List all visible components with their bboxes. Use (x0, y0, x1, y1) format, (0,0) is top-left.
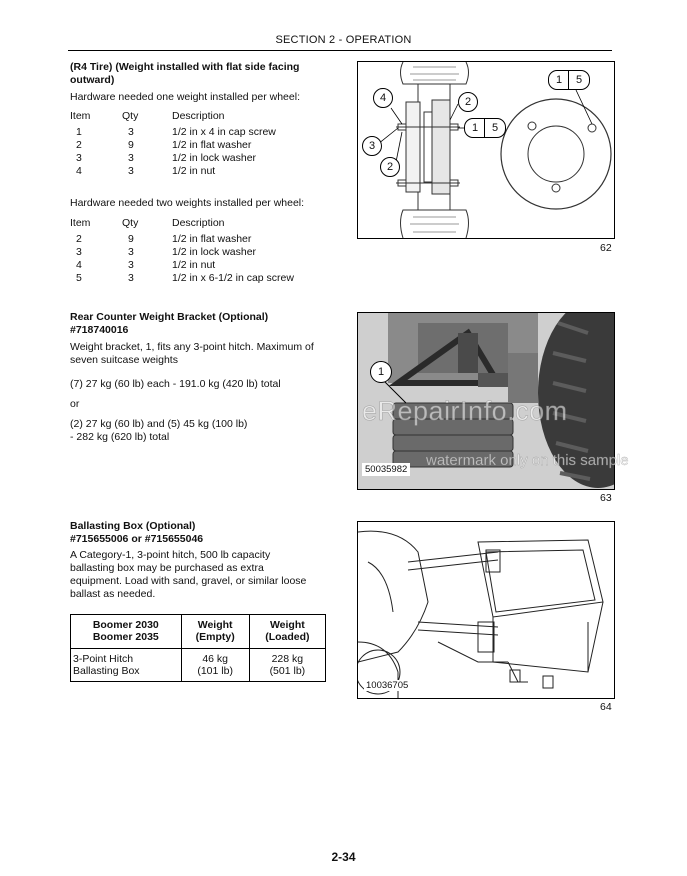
bracket-body-line1: Weight bracket, 1, fits any 3-point hitch. Maximum of (70, 341, 314, 353)
bracket-option2-line1: (2) 27 kg (60 lb) and (5) 45 kg (100 lb) (70, 418, 248, 430)
table-cell: 3 (76, 246, 82, 258)
table-cell: 3 (128, 259, 134, 271)
table-cell: 1 (76, 126, 82, 138)
table-cell: 1/2 in nut (172, 259, 216, 271)
table-cell: 4 (76, 259, 82, 271)
callout-4: 4 (373, 88, 393, 108)
table-cell: 1/2 in x 6-1/2 in cap screw (172, 272, 294, 284)
figure-62-wheel-weights (357, 61, 615, 239)
table-cell: 1/2 in x 4 in cap screw (172, 126, 276, 138)
table-cell: 3 (76, 152, 82, 164)
table-cell-empty-weight (181, 648, 249, 682)
col-item-header: Item (70, 110, 91, 122)
callout-label: 5 (492, 122, 499, 134)
watermark-sample-note: watermark only on this sample (426, 452, 629, 469)
table-cell-text: 46 kg (202, 652, 228, 665)
table-cell-text: Boomer 2030 (92, 619, 159, 632)
bracket-part-number: #718740016 (70, 324, 129, 336)
ballasting-box-illustration (358, 522, 614, 698)
r4-heading-line1: (R4 Tire) (Weight installed with flat side facing (70, 61, 300, 73)
table-cell: 1/2 in nut (172, 165, 216, 177)
table-cell: 1/2 in flat washer (172, 139, 252, 151)
ballast-weight-table (70, 614, 326, 682)
table-row (71, 648, 326, 682)
section-header: SECTION 2 - OPERATION (275, 34, 412, 46)
table-cell-text: 228 kg (271, 652, 304, 665)
callout-1-5-right (548, 70, 590, 90)
table-cell-text: Weight (269, 619, 305, 632)
table-cell-text: Ballasting Box (73, 664, 140, 677)
table-cell: 1/2 in lock washer (172, 152, 257, 164)
table-cell: 4 (76, 165, 82, 177)
ballast-body-line3: equipment. Load with sand, gravel, or similar loose (70, 575, 307, 587)
table-cell: 5 (76, 272, 82, 284)
table-cell-item (71, 648, 182, 682)
table-cell-text: (Empty) (195, 631, 235, 644)
callout-1: 1 (370, 361, 392, 383)
col-qty-header: Qty (122, 217, 139, 229)
r4-heading-line2: outward) (70, 74, 115, 86)
col-desc-header: Description (172, 217, 225, 229)
table-header-empty (181, 615, 249, 649)
table-header-loaded (249, 615, 325, 649)
col-desc-header: Description (172, 110, 225, 122)
callout-label: 1 (472, 122, 479, 134)
ballast-part-numbers: #715655006 or #715655046 (70, 533, 204, 545)
table-cell-text: (501 lb) (269, 664, 306, 677)
table-cell: 3 (128, 272, 134, 284)
col-item-header: Item (70, 217, 91, 229)
table-header-model (71, 615, 182, 649)
col-qty-header: Qty (122, 110, 139, 122)
ballast-body-line4: ballast as needed. (70, 588, 156, 600)
table-cell-text: Boomer 2035 (92, 631, 159, 644)
ballast-body-line2: ballasting box may be purchased as extra (70, 562, 264, 574)
table-cell-text: (101 lb) (197, 664, 233, 677)
figure-number: 62 (600, 242, 612, 254)
ballast-heading: Ballasting Box (Optional) (70, 520, 196, 532)
one-weight-intro: Hardware needed one weight installed per wheel: (70, 91, 300, 103)
callout-2-top: 2 (458, 92, 478, 112)
figure-number: 64 (600, 701, 612, 713)
callout-label: 5 (576, 74, 583, 86)
table-cell: 9 (128, 233, 134, 245)
bracket-option1: (7) 27 kg (60 lb) each - 191.0 kg (420 lb) total (70, 378, 281, 390)
callout-label: 1 (556, 74, 563, 86)
table-cell: 2 (76, 233, 82, 245)
table-row (71, 615, 326, 649)
page-number: 2-34 (331, 850, 356, 864)
ballast-body-line1: A Category-1, 3-point hitch, 500 lb capacity (70, 549, 271, 561)
figure-number: 63 (600, 492, 612, 504)
bracket-body-line2: seven suitcase weights (70, 354, 178, 366)
table-cell-loaded-weight (249, 648, 325, 682)
table-cell: 3 (128, 126, 134, 138)
bracket-option2-line2: - 282 kg (620 lb) total (70, 431, 170, 443)
bracket-or: or (70, 398, 80, 410)
header-rule (68, 50, 612, 51)
two-weights-intro: Hardware needed two weights installed per wheel: (70, 197, 305, 209)
table-cell-text: Weight (197, 619, 233, 632)
watermark-brand: eRepairInfo.com (362, 396, 568, 426)
table-cell-text: 3-Point Hitch (73, 652, 134, 665)
table-cell: 2 (76, 139, 82, 151)
callout-3: 3 (362, 136, 382, 156)
table-cell: 3 (128, 246, 134, 258)
table-cell: 3 (128, 165, 134, 177)
table-cell: 1/2 in flat washer (172, 233, 252, 245)
figure-64-ballasting-box (357, 521, 615, 699)
table-cell: 9 (128, 139, 134, 151)
callout-1-5-left (464, 118, 506, 138)
image-id-label: 50035982 (362, 463, 410, 476)
table-cell: 1/2 in lock washer (172, 246, 257, 258)
callout-2-bottom: 2 (380, 157, 400, 177)
image-id-label: 10036705 (366, 680, 409, 691)
bracket-heading: Rear Counter Weight Bracket (Optional) (70, 311, 269, 323)
table-cell-text: (Loaded) (265, 631, 310, 644)
table-cell: 3 (128, 152, 134, 164)
